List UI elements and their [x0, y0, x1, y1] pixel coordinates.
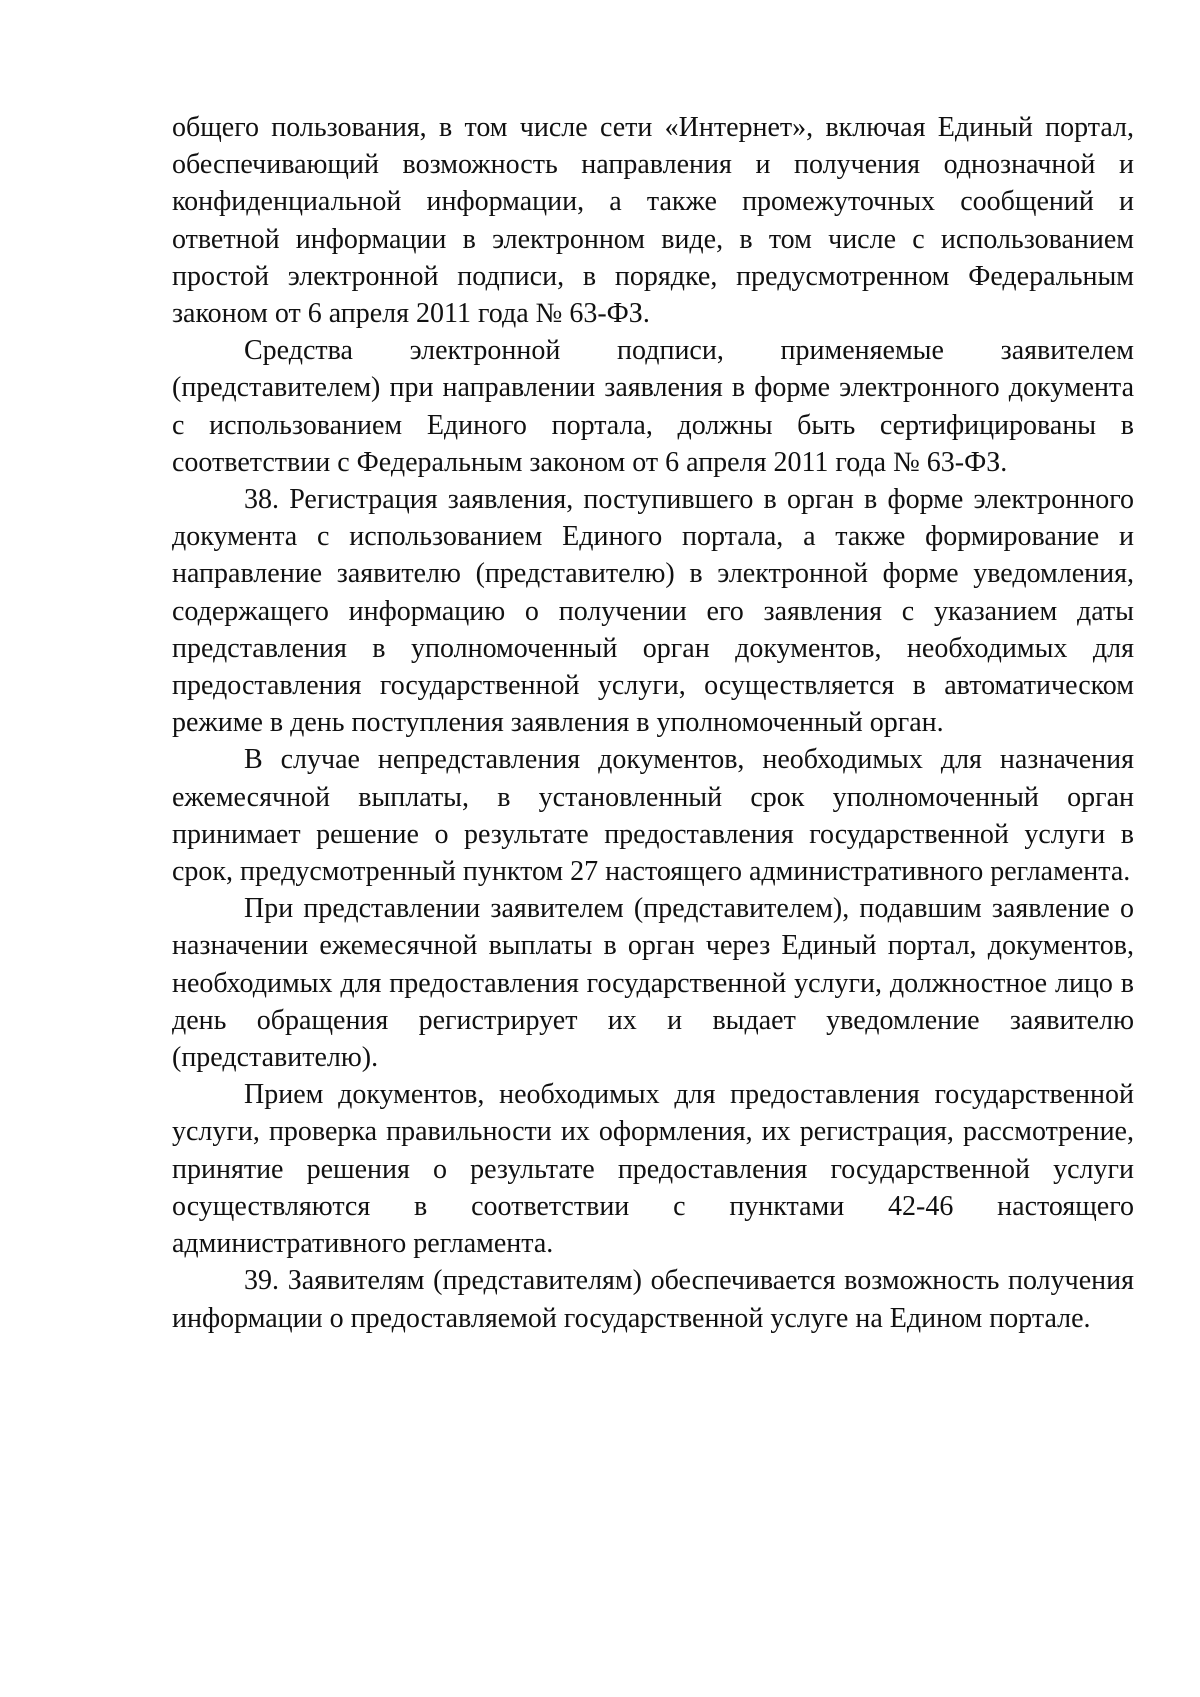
paragraph-non-submission: В случае непредставления документов, необходимых для назначения ежемесячной выплаты, в установленный срок уполномоченный орган принимает решение о результате предоставления государственной услуги в срок, предусмотренный пунктом 27 настоящего административного регламента. — [172, 744, 1134, 888]
paragraph-39: 39. Заявителям (представителям) обеспечивается возможность получения информации о предоставляемой государственной услуге на Едином портале. — [172, 1265, 1134, 1334]
paragraph-continuation: общего пользования, в том числе сети «Интернет», включая Единый портал, обеспечивающий возможность направления и получения однозначной и конфиденциальной информации, а также промежуточных сообщений и ответной информации в электронном виде, в том числе с использованием простой электронной подписи, в порядке, предусмотренном Федеральным законом от 6 апреля 2011 года № 63-ФЗ. — [172, 112, 1134, 330]
paragraph-submission-registration: При представлении заявителем (представителем), подавшим заявление о назначении ежемесячной выплаты в орган через Единый портал, документов, необходимых для предоставления государственной услуги, должностное лицо в день обращения регистрирует их и выдает уведомление заявителю (представителю). — [172, 893, 1134, 1074]
document-page — [172, 109, 1134, 1337]
paragraph-document-reception: Прием документов, необходимых для предоставления государственной услуги, проверка правильности их оформления, их регистрация, рассмотрение, принятие решения о результате предоставления государственной услуги осуществляются в соответствии с пунктами 42-46 настоящего административного регламента. — [172, 1079, 1134, 1260]
paragraph-signature-means: Средства электронной подписи, применяемые заявителем (представителем) при направлении заявления в форме электронного документа с использованием Единого портала, должны быть сертифицированы в соответствии с Федеральным законом от 6 апреля 2011 года № 63-ФЗ. — [172, 335, 1134, 478]
paragraph-38: 38. Регистрация заявления, поступившего в орган в форме электронного документа с использованием Единого портала, а также формирование и направление заявителю (представителю) в электронной форме уведомления, содержащего информацию о получении его заявления с указанием даты представления в уполномоченный орган документов, необходимых для предоставления государственной услуги, осуществляется в автоматическом режиме в день поступления заявления в уполномоченный орган. — [172, 484, 1134, 739]
